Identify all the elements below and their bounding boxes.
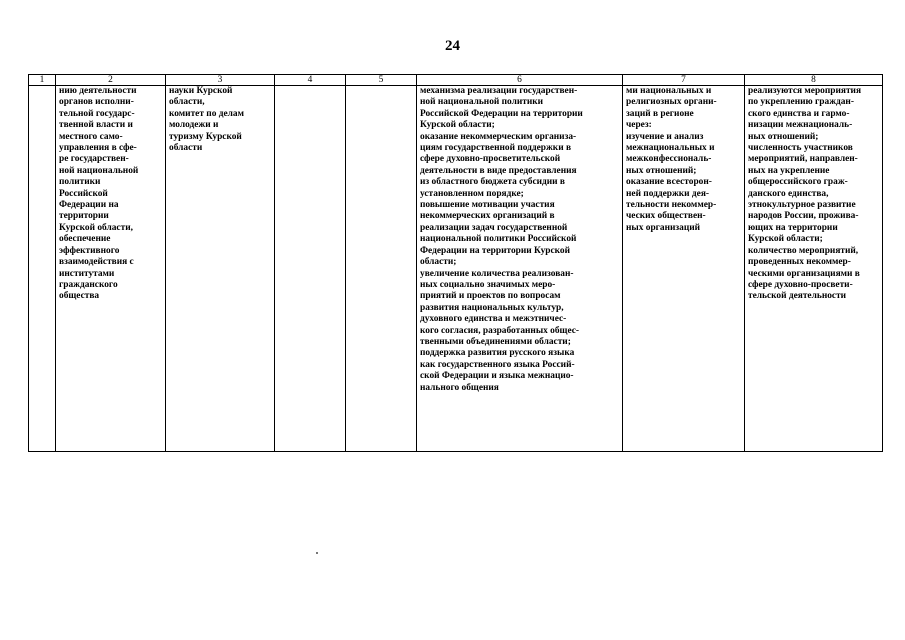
- column-number-2: 2: [56, 75, 166, 86]
- cell-col7-measures: ми национальных и религиозных органи- заций в регионе через: изучение и анализ межнациональных и межконфессиональ- ных отношений; оказание всесторон- ней поддержки дея- тельности некоммер- ческих обществен- ных организаций: [623, 86, 745, 452]
- column-number-1: 1: [29, 75, 56, 86]
- cell-col8-indicators: реализуются мероприятия по укреплению граждан- ского единства и гармо- низации межнациональ- ных отношений; численность участников мероприятий, направлен- ных на укрепление общероссийского граж- данского единства, этнокультурное развитие народов России, прожива- ющих на территории Курской области; количество мероприятий, проведенных некоммер- ческими организациями в сфере духовно-просвети- тельской деятельности: [745, 86, 883, 452]
- column-number-5: 5: [346, 75, 417, 86]
- column-number-3: 3: [166, 75, 275, 86]
- cell-col4: [275, 86, 346, 452]
- cell-col1: [29, 86, 56, 452]
- cell-col6-results: механизма реализации государствен- ной национальной политики Российской Федерации на территории Курской области; оказание некоммерческим организа- циям государственной поддержки в сфере духовно-просветительской деятельности в виде предоставления из областного бюджета субсидии в установленном порядке; повышение мотивации участия некоммерческих организаций в реализации задач государственной национальной политики Российской Федерации на территории Курской области; увеличение количества реализован- ных социально значимых меро- приятий и проектов по вопросам развития национальных культур, духовного единства и межэтничес- кого согласия, разработанных общес- твенными объединениями области; поддержка развития русского языка как государственного языка Россий- ской Федерации и языка межнацио- нального общения: [417, 86, 623, 452]
- column-number-4: 4: [275, 75, 346, 86]
- cell-col3-executors: науки Курской области, комитет по делам молодежи и туризму Курской области: [166, 86, 275, 452]
- cell-col2-tasks: нию деятельности органов исполни- тельной государс- твенной власти и местного само- управления в сфе- ре государствен- ной национальной политики Российской Федерации на территории Курской области, обеспечение эффективного взаимодействия с институтами гражданского общества: [56, 86, 166, 452]
- page-number: 24: [445, 38, 460, 54]
- program-table: [28, 74, 883, 452]
- table-row: [29, 86, 883, 452]
- scan-speck: [316, 552, 318, 554]
- cell-col5: [346, 86, 417, 452]
- column-number-6: 6: [417, 75, 623, 86]
- table-header-row: [29, 75, 883, 86]
- column-number-8: 8: [745, 75, 883, 86]
- column-number-7: 7: [623, 75, 745, 86]
